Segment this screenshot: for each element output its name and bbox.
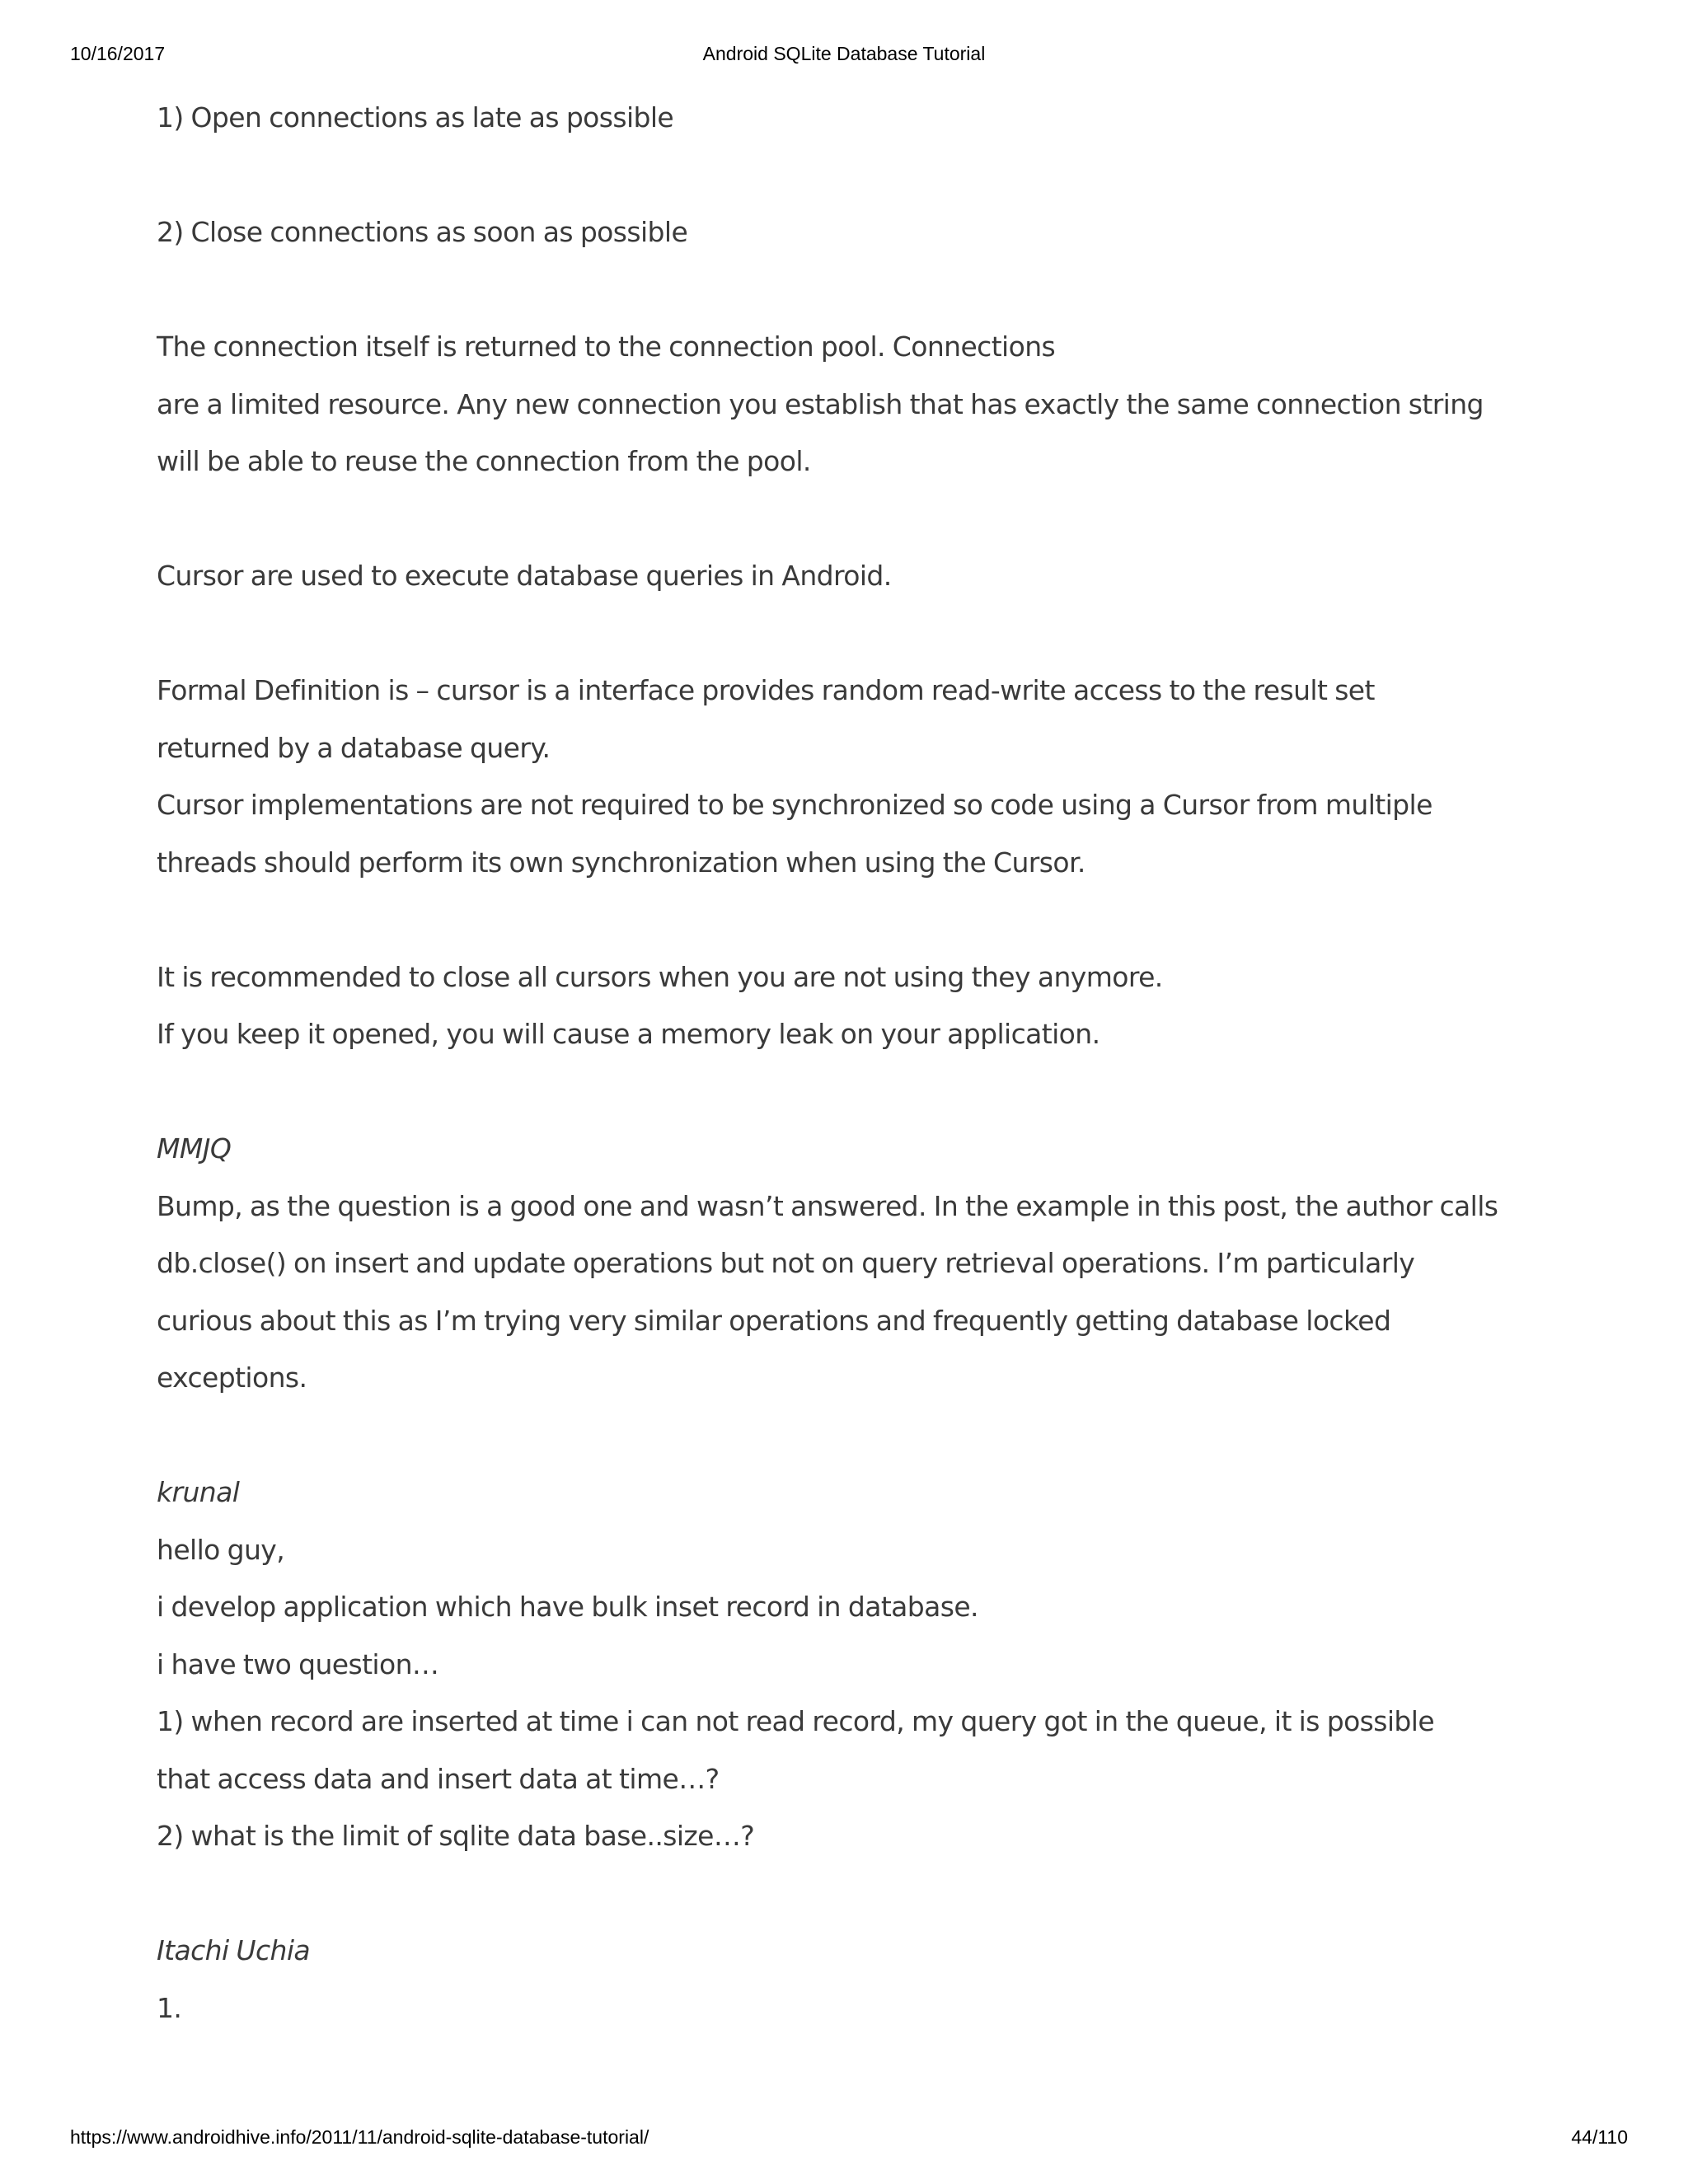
comment <box>157 1922 1558 2036</box>
text-line: threads should perform its own synchronization when using the Cursor. <box>157 846 1085 879</box>
paragraph-gap <box>157 147 1558 204</box>
text-line: It is recommended to close all cursors when you are not using they anymore. <box>157 960 1163 993</box>
comment-line: 1) when record are inserted at time i can not read record, my query got in the queue, it is possible <box>157 1705 1435 1737</box>
text-line: The connection itself is returned to the connection pool. Connections <box>157 330 1056 363</box>
comment-line: 1. <box>157 1991 182 2024</box>
comment-line: that access data and insert data at time…? <box>157 1762 720 1795</box>
text-line: Cursor implementations are not required to be synchronized so code using a Cursor from multiple <box>157 789 1432 821</box>
comment <box>157 1120 1558 1407</box>
comment-line: 2) what is the limit of sqlite data base..size…? <box>157 1820 755 1852</box>
paragraph-gap <box>157 1407 1558 1465</box>
text-line: will be able to reuse the connection from the pool. <box>157 445 811 477</box>
text-line: Formal Definition is – cursor is a interface provides random read-write access to the result set <box>157 674 1375 706</box>
text-line: 2) Close connections as soon as possible <box>157 216 688 248</box>
comment-line: i have two question… <box>157 1647 439 1680</box>
print-date: 10/16/2017 <box>70 43 166 64</box>
comment-author: Itachi Uchia <box>157 1934 311 1966</box>
text-line: are a limited resource. Any new connection you establish that has exactly the same connection string <box>157 387 1484 420</box>
comment-author: MMJQ <box>157 1132 232 1165</box>
comment <box>157 1464 1558 1865</box>
text-line: returned by a database query. <box>157 731 551 764</box>
text-line: If you keep it opened, you will cause a memory leak on your application. <box>157 1018 1100 1050</box>
paragraph-gap <box>157 1865 1558 1923</box>
text-line: Cursor are used to execute database queries in Android. <box>157 560 892 592</box>
article-content <box>157 89 1558 2036</box>
comment-line: Bump, as the question is a good one and wasn’t answered. In the example in this post, the author calls <box>157 1189 1498 1222</box>
paragraph-gap <box>157 891 1558 949</box>
comment-line: exceptions. <box>157 1361 307 1394</box>
comment-line: curious about this as I’m trying very similar operations and frequently getting database locked <box>157 1304 1391 1337</box>
paragraph-gap <box>157 490 1558 548</box>
comment-line: i develop application which have bulk inset record in database. <box>157 1591 978 1623</box>
paragraph-gap <box>157 261 1558 319</box>
comment-line: db.close() on insert and update operations but not on query retrieval operations. I’m particularly <box>157 1247 1415 1279</box>
print-url: https://www.androidhive.info/2011/11/android-sqlite-database-tutorial/ <box>70 2126 649 2148</box>
comment-line: hello guy, <box>157 1533 285 1566</box>
comment-author: krunal <box>157 1476 240 1508</box>
print-page-number: 44/110 <box>1571 2126 1628 2148</box>
text-line: 1) Open connections as late as possible <box>157 101 674 134</box>
paragraph-gap <box>157 1063 1558 1121</box>
paragraph-gap <box>157 605 1558 663</box>
print-title: Android SQLite Database Tutorial <box>702 43 986 64</box>
